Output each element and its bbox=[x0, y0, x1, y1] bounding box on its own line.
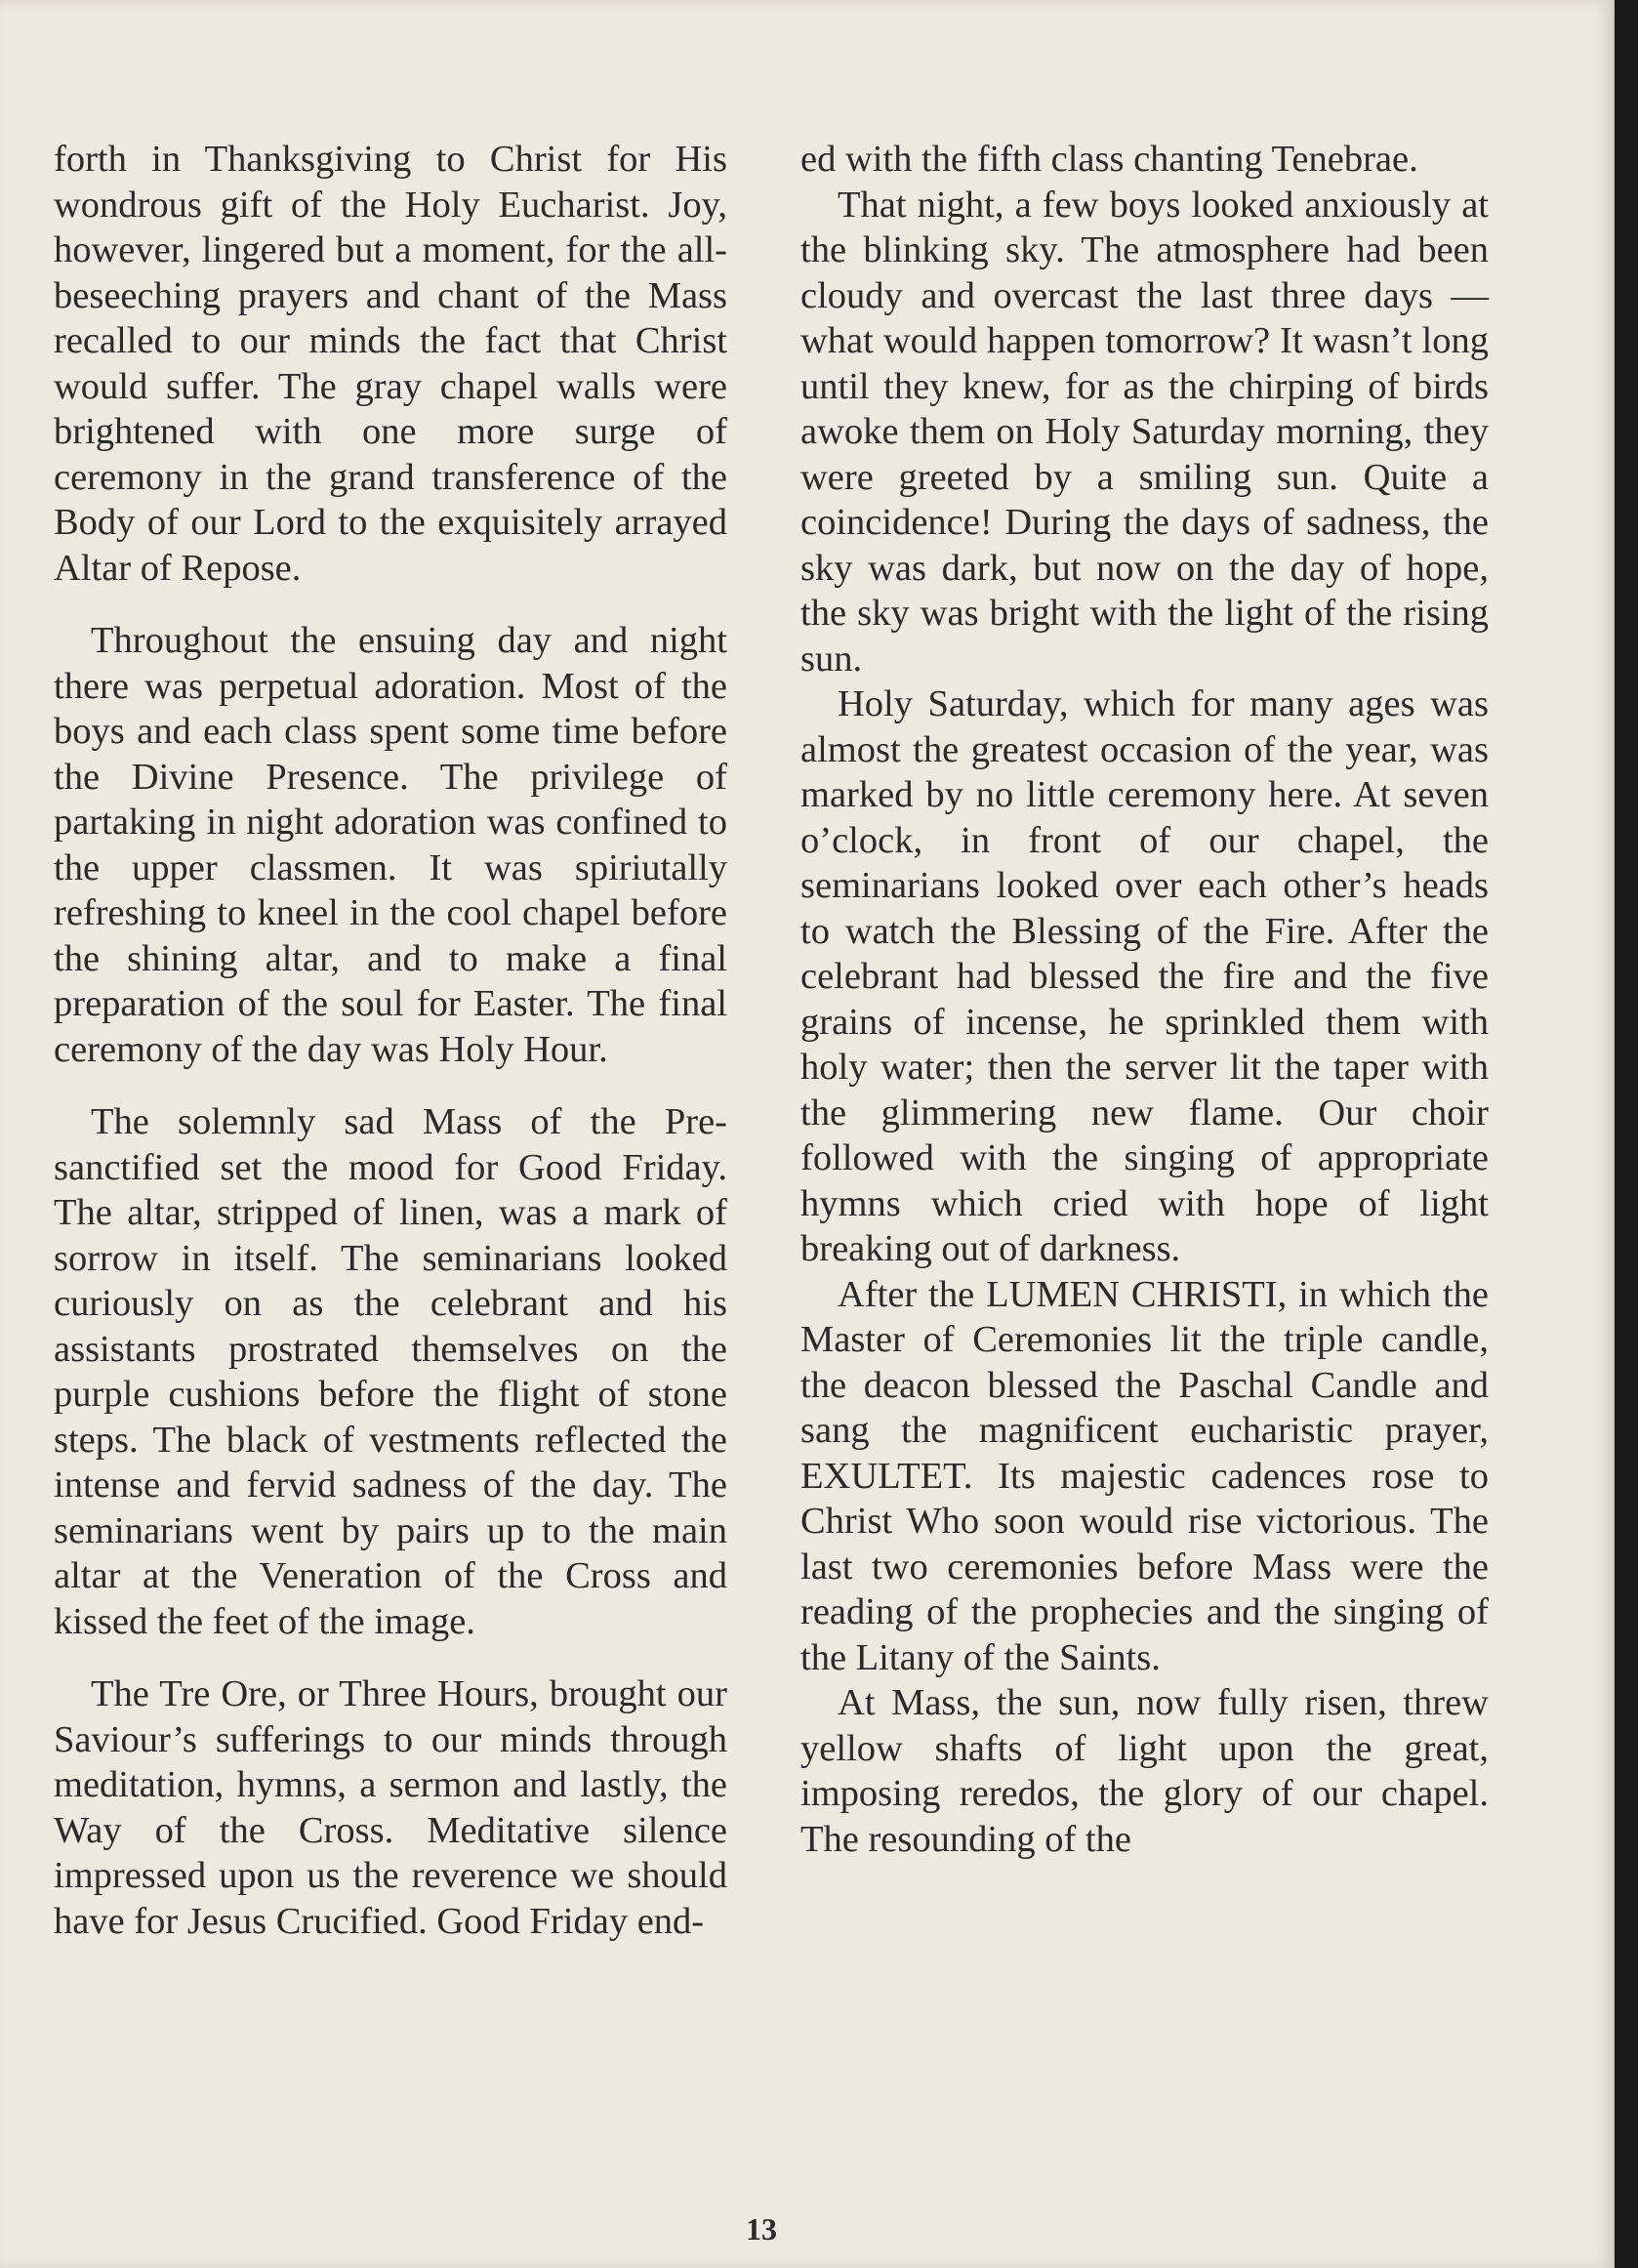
page-number: 13 bbox=[746, 2211, 777, 2247]
paragraph: Throughout the ensuing day and night there was perpetual adoration. Most of the boys and each class spent some time before the Divine Presence. The privilege of partaking in night adoration was confined to the upper classmen. It was spiriutally refreshing to kneel in the cool chapel before the shining altar, and to make a final preparation of the soul for Easter. The final ceremony of the day was Holy Hour. bbox=[54, 620, 727, 1070]
paragraph: forth in Thanksgiving to Christ for His wondrous gift of the Holy Eucharist. Joy, however, lingered but a moment, for the all-beseeching prayers and chant of the Mass recalled to our minds the fact that Christ would suffer. The gray chapel walls were brightened with one more surge of ceremony in the grand transference of the Body of our Lord to the exquisitely arrayed Altar of Repose. bbox=[54, 139, 727, 589]
right-column bbox=[800, 137, 1489, 1862]
paragraph: The Tre Ore, or Three Hours, brought our Saviour’s sufferings to our minds through meditation, hymns, a sermon and lastly, the Way of the Cross. Meditative silence impressed upon us the reverence we should have for Jesus Crucified. Good Friday end- bbox=[54, 1673, 727, 1942]
left-column bbox=[54, 137, 727, 1944]
paragraph: That night, a few boys looked anxiously at the blinking sky. The atmosphere had been cloudy and overcast the last three days — what would happen tomorrow? It wasn’t long until they knew, for as the chirping of birds awoke them on Holy Saturday morning, they were greeted by a smiling sun. Quite a coincidence! During the days of sadness, the sky was dark, but now on the day of hope, the sky was bright with the light of the rising sun. bbox=[800, 184, 1489, 680]
paragraph: At Mass, the sun, now fully risen, threw yellow shafts of light upon the great, imposing reredos, the glory of our chapel. The resounding of the bbox=[800, 1682, 1489, 1860]
paragraph: Holy Saturday, which for many ages was almost the greatest occasion of the year, was marked by no little ceremony here. At seven o’clock, in front of our chapel, the seminarians looked over each other’s heads to watch the Blessing of the Fire. After the celebrant had blessed the fire and the five grains of incense, he sprinkled them with holy water; then the server lit the taper with the glimmering new flame. Our choir followed with the singing of appropriate hymns which cried with hope of light breaking out of darkness. bbox=[800, 683, 1489, 1269]
paragraph: ed with the fifth class chanting Tenebrae. bbox=[800, 139, 1418, 180]
paragraph: After the LUMEN CHRISTI, in which the Master of Ceremonies lit the triple candle, the deacon blessed the Paschal Candle and sang the magnificent eucharistic prayer, EXULTET. Its majestic cadences rose to Christ Who soon would rise victorious. The last two ceremonies before Mass were the reading of the prophecies and the singing of the Litany of the Saints. bbox=[800, 1273, 1489, 1678]
paragraph: The solemnly sad Mass of the Presanctified set the mood for Good Friday. The altar, stripped of linen, was a mark of sorrow in itself. The seminarians looked curiously on as the celebrant and his assistants prostrated themselves on the purple cushions before the flight of stone steps. The black of vestments reflected the intense and fervid sadness of the day. The seminarians went by pairs up to the main altar at the Veneration of the Cross and kissed the feet of the image. bbox=[54, 1101, 727, 1642]
